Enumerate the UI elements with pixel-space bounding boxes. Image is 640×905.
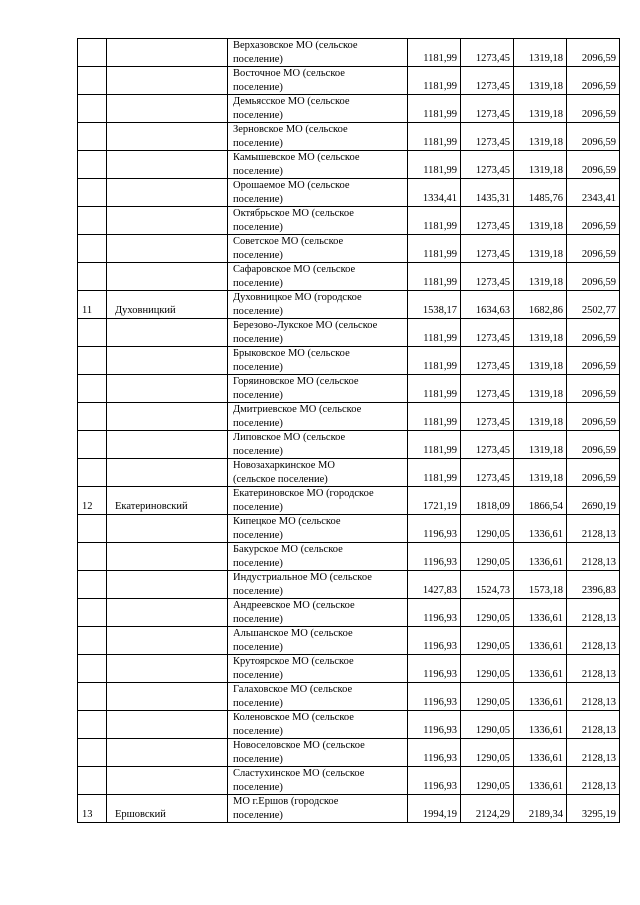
district-name <box>107 151 228 179</box>
value-1: 1181,99 <box>408 403 461 431</box>
value-2: 1290,05 <box>461 767 514 795</box>
district-name <box>107 459 228 487</box>
value-3: 1336,61 <box>514 655 567 683</box>
value-3: 1336,61 <box>514 711 567 739</box>
municipality-name-line2: поселение) <box>233 697 283 709</box>
table-row <box>78 263 620 291</box>
value-2: 1290,05 <box>461 711 514 739</box>
value-2: 1273,45 <box>461 347 514 375</box>
row-number <box>78 739 107 767</box>
value-2: 1524,73 <box>461 571 514 599</box>
municipality-name <box>228 39 408 67</box>
district-name <box>107 207 228 235</box>
value-4: 2690,19 <box>567 487 620 515</box>
value-2: 1818,09 <box>461 487 514 515</box>
value-4: 2096,59 <box>567 123 620 151</box>
district-name <box>107 599 228 627</box>
value-3: 1319,18 <box>514 207 567 235</box>
municipality-name <box>228 179 408 207</box>
table-row <box>78 123 620 151</box>
district-name <box>107 263 228 291</box>
table-row <box>78 179 620 207</box>
district-name <box>107 123 228 151</box>
row-number: 11 <box>78 291 107 319</box>
municipality-name <box>228 263 408 291</box>
municipality-name <box>228 711 408 739</box>
district-name: Духовницкий <box>107 291 228 319</box>
municipality-name <box>228 67 408 95</box>
value-4: 2096,59 <box>567 263 620 291</box>
municipality-name-line2: поселение) <box>233 333 283 345</box>
value-3: 1336,61 <box>514 683 567 711</box>
value-3: 1319,18 <box>514 235 567 263</box>
district-name <box>107 655 228 683</box>
value-3: 1336,61 <box>514 767 567 795</box>
row-number <box>78 151 107 179</box>
table-row <box>78 319 620 347</box>
value-1: 1181,99 <box>408 39 461 67</box>
value-1: 1196,93 <box>408 767 461 795</box>
table-row <box>78 459 620 487</box>
value-4: 2096,59 <box>567 403 620 431</box>
municipality-name <box>228 739 408 767</box>
municipality-name-line2: поселение) <box>233 81 283 93</box>
row-number <box>78 431 107 459</box>
district-name <box>107 627 228 655</box>
municipality-name-line2: поселение) <box>233 669 283 681</box>
value-1: 1181,99 <box>408 431 461 459</box>
district-name <box>107 319 228 347</box>
value-2: 1273,45 <box>461 151 514 179</box>
municipality-name-line1: Екатериновское МО (городское <box>233 488 374 499</box>
municipality-name-line1: Новозахаркинское МО <box>233 460 335 471</box>
municipality-name-line2: поселение) <box>233 249 283 261</box>
value-2: 1290,05 <box>461 599 514 627</box>
table-body <box>78 39 620 823</box>
table-row <box>78 39 620 67</box>
value-4: 2096,59 <box>567 459 620 487</box>
municipality-name-line2: поселение) <box>233 725 283 737</box>
municipality-name <box>228 571 408 599</box>
municipality-name <box>228 319 408 347</box>
value-2: 1273,45 <box>461 235 514 263</box>
value-3: 1319,18 <box>514 39 567 67</box>
municipality-name <box>228 627 408 655</box>
value-4: 3295,19 <box>567 795 620 823</box>
district-name <box>107 67 228 95</box>
municipality-name-line2: поселение) <box>233 781 283 793</box>
value-2: 1273,45 <box>461 207 514 235</box>
municipality-name-line2: (сельское поселение) <box>233 473 328 485</box>
row-number <box>78 67 107 95</box>
district-name: Екатериновский <box>107 487 228 515</box>
value-2: 1634,63 <box>461 291 514 319</box>
municipality-name-line1: Демьясское МО (сельское <box>233 96 350 107</box>
value-1: 1196,93 <box>408 655 461 683</box>
value-1: 1196,93 <box>408 599 461 627</box>
value-3: 1319,18 <box>514 347 567 375</box>
row-number <box>78 123 107 151</box>
district-name <box>107 767 228 795</box>
municipality-name <box>228 515 408 543</box>
municipality-name <box>228 543 408 571</box>
value-1: 1196,93 <box>408 711 461 739</box>
value-2: 1273,45 <box>461 319 514 347</box>
district-name <box>107 515 228 543</box>
row-number <box>78 543 107 571</box>
value-2: 1273,45 <box>461 123 514 151</box>
district-name <box>107 403 228 431</box>
value-1: 1196,93 <box>408 515 461 543</box>
municipality-name-line2: поселение) <box>233 305 283 317</box>
municipality-name-line1: Андреевское МО (сельское <box>233 600 355 611</box>
value-1: 1994,19 <box>408 795 461 823</box>
table-row <box>78 655 620 683</box>
municipality-name-line1: Галаховское МО (сельское <box>233 684 353 695</box>
value-2: 1273,45 <box>461 459 514 487</box>
municipality-name-line2: поселение) <box>233 809 283 821</box>
value-1: 1181,99 <box>408 235 461 263</box>
row-number <box>78 767 107 795</box>
value-3: 1319,18 <box>514 123 567 151</box>
district-name <box>107 711 228 739</box>
row-number <box>78 319 107 347</box>
municipality-name <box>228 347 408 375</box>
municipality-name-line2: поселение) <box>233 165 283 177</box>
value-1: 1181,99 <box>408 151 461 179</box>
value-4: 2096,59 <box>567 151 620 179</box>
municipality-name-line1: Орошаемое МО (сельское <box>233 180 350 191</box>
municipality-name-line1: Советское МО (сельское <box>233 236 344 247</box>
row-number <box>78 459 107 487</box>
row-number <box>78 515 107 543</box>
municipality-name-line2: поселение) <box>233 445 283 457</box>
value-2: 1290,05 <box>461 739 514 767</box>
municipality-name-line1: Брыковское МО (сельское <box>233 348 350 359</box>
value-4: 2343,41 <box>567 179 620 207</box>
municipality-name-line2: поселение) <box>233 389 283 401</box>
table-row <box>78 683 620 711</box>
value-4: 2096,59 <box>567 39 620 67</box>
table-row <box>78 375 620 403</box>
district-name <box>107 431 228 459</box>
district-name <box>107 39 228 67</box>
row-number: 12 <box>78 487 107 515</box>
table-row <box>78 795 620 823</box>
municipality-name-line2: поселение) <box>233 585 283 597</box>
municipality-name-line2: поселение) <box>233 613 283 625</box>
municipality-name <box>228 655 408 683</box>
value-1: 1196,93 <box>408 683 461 711</box>
table-row <box>78 571 620 599</box>
value-4: 2128,13 <box>567 739 620 767</box>
value-4: 2502,77 <box>567 291 620 319</box>
value-4: 2096,59 <box>567 375 620 403</box>
municipality-name <box>228 123 408 151</box>
table-row <box>78 487 620 515</box>
municipality-name-line2: поселение) <box>233 501 283 513</box>
municipality-name <box>228 151 408 179</box>
value-3: 1336,61 <box>514 599 567 627</box>
municipality-name <box>228 683 408 711</box>
row-number <box>78 375 107 403</box>
table-row <box>78 347 620 375</box>
municipality-name-line1: Кипецкое МО (сельское <box>233 516 341 527</box>
municipality-name <box>228 375 408 403</box>
value-2: 1290,05 <box>461 655 514 683</box>
value-3: 1682,86 <box>514 291 567 319</box>
table-row <box>78 235 620 263</box>
value-3: 1485,76 <box>514 179 567 207</box>
value-4: 2128,13 <box>567 683 620 711</box>
district-name <box>107 375 228 403</box>
municipality-name-line1: Верхазовское МО (сельское <box>233 40 358 51</box>
value-2: 1273,45 <box>461 263 514 291</box>
municipality-name <box>228 487 408 515</box>
value-1: 1181,99 <box>408 95 461 123</box>
municipality-name-line2: поселение) <box>233 137 283 149</box>
row-number <box>78 711 107 739</box>
municipality-name <box>228 599 408 627</box>
value-1: 1181,99 <box>408 207 461 235</box>
municipality-name-line1: МО г.Ершов (городское <box>233 796 339 807</box>
value-3: 1319,18 <box>514 431 567 459</box>
district-name <box>107 179 228 207</box>
value-2: 1290,05 <box>461 683 514 711</box>
row-number <box>78 655 107 683</box>
value-2: 1435,31 <box>461 179 514 207</box>
value-1: 1196,93 <box>408 627 461 655</box>
value-4: 2128,13 <box>567 627 620 655</box>
value-2: 1273,45 <box>461 431 514 459</box>
table-row <box>78 543 620 571</box>
row-number <box>78 403 107 431</box>
municipality-name-line1: Бакурское МО (сельское <box>233 544 343 555</box>
value-1: 1427,83 <box>408 571 461 599</box>
value-2: 1273,45 <box>461 67 514 95</box>
value-1: 1181,99 <box>408 67 461 95</box>
municipality-name-line2: поселение) <box>233 109 283 121</box>
row-number <box>78 627 107 655</box>
value-4: 2096,59 <box>567 431 620 459</box>
value-2: 1290,05 <box>461 627 514 655</box>
value-4: 2096,59 <box>567 347 620 375</box>
district-name <box>107 683 228 711</box>
row-number <box>78 263 107 291</box>
district-name: Ершовский <box>107 795 228 823</box>
municipality-name <box>228 431 408 459</box>
row-number: 13 <box>78 795 107 823</box>
municipality-name-line1: Камышевское МО (сельское <box>233 152 360 163</box>
value-4: 2128,13 <box>567 515 620 543</box>
table-row <box>78 291 620 319</box>
value-3: 1336,61 <box>514 627 567 655</box>
municipality-name <box>228 95 408 123</box>
value-1: 1334,41 <box>408 179 461 207</box>
municipality-name-line1: Березово-Лукское МО (сельское <box>233 320 378 331</box>
municipality-name-line1: Октябрьское МО (сельское <box>233 208 354 219</box>
value-2: 1273,45 <box>461 403 514 431</box>
value-1: 1538,17 <box>408 291 461 319</box>
table-row <box>78 767 620 795</box>
value-4: 2096,59 <box>567 207 620 235</box>
municipality-name-line1: Новоселовское МО (сельское <box>233 740 365 751</box>
municipality-name-line2: поселение) <box>233 417 283 429</box>
value-4: 2128,13 <box>567 543 620 571</box>
value-3: 1319,18 <box>514 459 567 487</box>
municipality-name <box>228 403 408 431</box>
value-2: 1290,05 <box>461 543 514 571</box>
municipality-name-line2: поселение) <box>233 193 283 205</box>
value-3: 1319,18 <box>514 375 567 403</box>
municipality-name-line2: поселение) <box>233 753 283 765</box>
value-3: 1866,54 <box>514 487 567 515</box>
table-row <box>78 599 620 627</box>
value-3: 1573,18 <box>514 571 567 599</box>
municipality-name-line2: поселение) <box>233 221 283 233</box>
municipality-name-line1: Коленовское МО (сельское <box>233 712 354 723</box>
value-4: 2096,59 <box>567 67 620 95</box>
row-number <box>78 207 107 235</box>
row-number <box>78 179 107 207</box>
municipality-name-line2: поселение) <box>233 361 283 373</box>
municipality-name-line1: Альшанское МО (сельское <box>233 628 353 639</box>
value-3: 1319,18 <box>514 403 567 431</box>
row-number <box>78 39 107 67</box>
value-3: 1336,61 <box>514 543 567 571</box>
value-1: 1181,99 <box>408 123 461 151</box>
row-number <box>78 235 107 263</box>
municipality-name-line1: Дмитриевское МО (сельское <box>233 404 362 415</box>
value-1: 1196,93 <box>408 543 461 571</box>
municipality-name-line2: поселение) <box>233 53 283 65</box>
municipality-name <box>228 795 408 823</box>
value-3: 1336,61 <box>514 515 567 543</box>
row-number <box>78 683 107 711</box>
municipality-name-line2: поселение) <box>233 277 283 289</box>
value-2: 1273,45 <box>461 375 514 403</box>
value-3: 1319,18 <box>514 151 567 179</box>
row-number <box>78 571 107 599</box>
table-row <box>78 627 620 655</box>
municipality-name-line2: поселение) <box>233 557 283 569</box>
value-2: 1290,05 <box>461 515 514 543</box>
value-1: 1181,99 <box>408 319 461 347</box>
table-row <box>78 67 620 95</box>
value-1: 1181,99 <box>408 347 461 375</box>
value-2: 1273,45 <box>461 95 514 123</box>
value-4: 2128,13 <box>567 655 620 683</box>
value-1: 1181,99 <box>408 263 461 291</box>
value-1: 1196,93 <box>408 739 461 767</box>
row-number <box>78 347 107 375</box>
value-1: 1181,99 <box>408 375 461 403</box>
value-4: 2128,13 <box>567 767 620 795</box>
municipality-name-line1: Зерновское МО (сельское <box>233 124 348 135</box>
municipality-name <box>228 767 408 795</box>
municipality-name-line1: Сластухинское МО (сельское <box>233 768 365 779</box>
municipality-name <box>228 291 408 319</box>
value-3: 1319,18 <box>514 95 567 123</box>
tariff-table <box>77 38 620 823</box>
municipality-name <box>228 235 408 263</box>
value-2: 2124,29 <box>461 795 514 823</box>
value-2: 1273,45 <box>461 39 514 67</box>
table-row <box>78 431 620 459</box>
value-4: 2396,83 <box>567 571 620 599</box>
municipality-name-line1: Индустриальное МО (сельское <box>233 572 372 583</box>
table-row <box>78 403 620 431</box>
municipality-name-line1: Сафаровское МО (сельское <box>233 264 356 275</box>
value-4: 2128,13 <box>567 599 620 627</box>
row-number <box>78 95 107 123</box>
table-row <box>78 95 620 123</box>
municipality-name-line2: поселение) <box>233 529 283 541</box>
municipality-name-line1: Горяиновское МО (сельское <box>233 376 359 387</box>
municipality-name-line1: Восточное МО (сельское <box>233 68 345 79</box>
district-name <box>107 95 228 123</box>
table-row <box>78 515 620 543</box>
district-name <box>107 235 228 263</box>
district-name <box>107 347 228 375</box>
table-row <box>78 207 620 235</box>
value-1: 1181,99 <box>408 459 461 487</box>
district-name <box>107 571 228 599</box>
municipality-name-line1: Липовское МО (сельское <box>233 432 346 443</box>
municipality-name <box>228 207 408 235</box>
row-number <box>78 599 107 627</box>
value-4: 2096,59 <box>567 235 620 263</box>
value-1: 1721,19 <box>408 487 461 515</box>
municipality-name-line1: Крутоярское МО (сельское <box>233 656 354 667</box>
municipality-name-line1: Духовницкое МО (городское <box>233 292 362 303</box>
value-3: 1319,18 <box>514 263 567 291</box>
value-4: 2096,59 <box>567 95 620 123</box>
municipality-name-line2: поселение) <box>233 641 283 653</box>
value-4: 2128,13 <box>567 711 620 739</box>
table-row <box>78 711 620 739</box>
table-row <box>78 739 620 767</box>
value-3: 2189,34 <box>514 795 567 823</box>
district-name <box>107 543 228 571</box>
municipality-name <box>228 459 408 487</box>
table-row <box>78 151 620 179</box>
value-4: 2096,59 <box>567 319 620 347</box>
value-3: 1336,61 <box>514 739 567 767</box>
value-3: 1319,18 <box>514 67 567 95</box>
value-3: 1319,18 <box>514 319 567 347</box>
district-name <box>107 739 228 767</box>
